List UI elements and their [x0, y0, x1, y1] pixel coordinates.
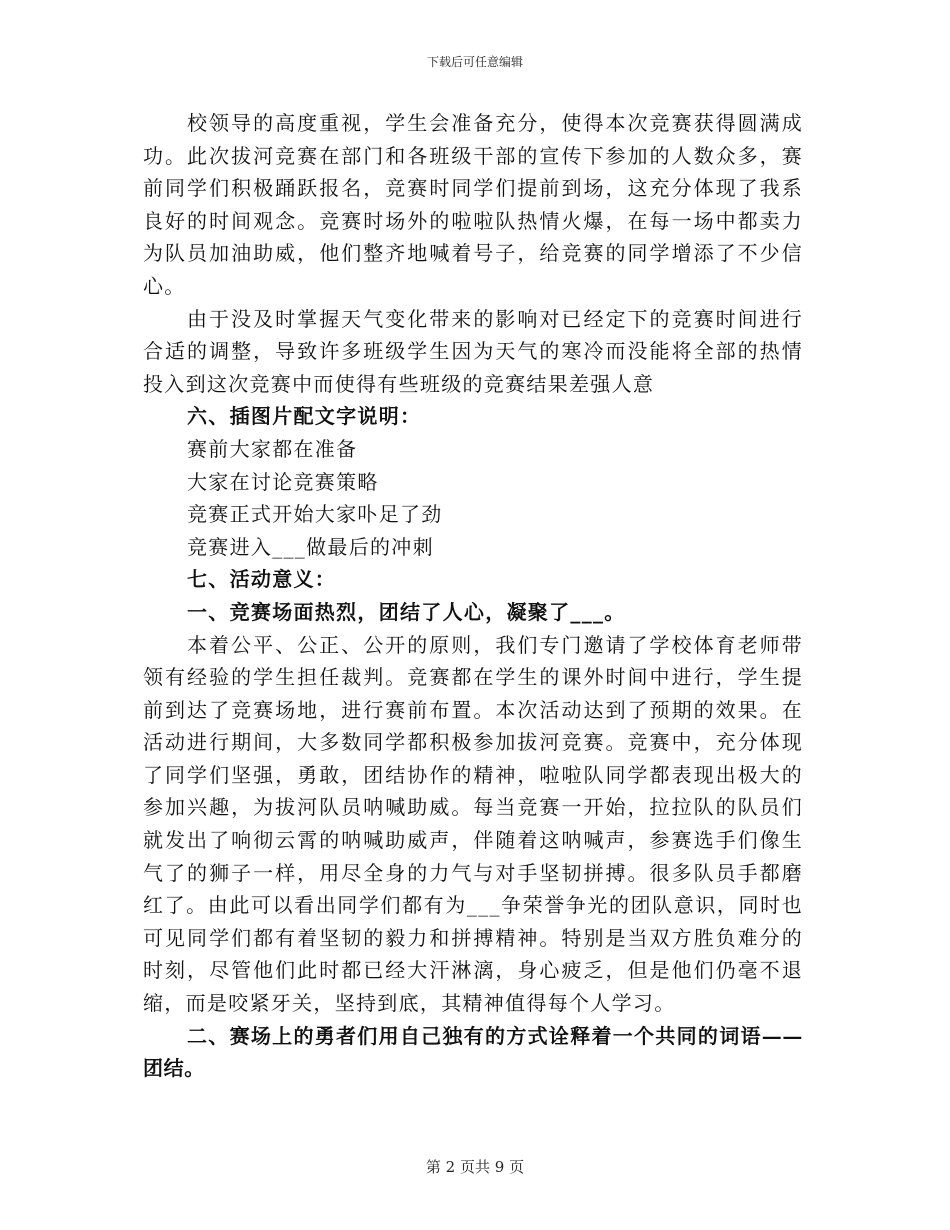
document-body [143, 107, 803, 1085]
page-header: 下载后可任意编辑 [426, 55, 523, 69]
page-footer: 第 2 页共 9 页 [425, 1158, 525, 1176]
section-7-heading: 七、活动意义： [187, 567, 337, 592]
caption-item: 竞赛正式开始大家卟足了劲 [187, 502, 443, 527]
caption-item: 大家在讨论竞赛策略 [187, 469, 379, 494]
paragraph-success: 校领导的高度重视，学生会准备充分，使得本次竞赛获得圆满成功。此次拔河竞赛在部门和各班级干部的宣传下参加的人数众多，赛前同学们积极踊跃报名，竞赛时同学们提前到场，这充分体现了我系良好的时间观念。竞赛时场外的啦啦队热情火爆，在每一场中都卖力为队员加油助威，他们整齐地喊着号子，给竞赛的同学增添了不少信心。 [143, 111, 803, 298]
subheading-2: 二、赛场上的勇者们用自己独有的方式诠释着一个共同的词语——团结。 [143, 1023, 803, 1081]
paragraph-weather: 由于没及时掌握天气变化带来的影响对已经定下的竞赛时间进行合适的调整，导致许多班级学生因为天气的寒冷而没能将全部的热情投入到这次竞赛中而使得有些班级的竞赛结果差强人意 [143, 306, 803, 396]
paragraph-significance: 本着公平、公正、公开的原则，我们专门邀请了学校体育老师带领有经验的学生担任裁判。竞赛都在学生的课外时间中进行，学生提前到达了竞赛场地，进行赛前布置。本次活动达到了预期的效果。在活动进行期间，大多数同学都积极参加拔河竞赛。竞赛中，充分体现了同学们坚强，勇敢，团结协作的精神，啦啦队同学都表现出极大的参加兴趣，为拔河队员呐喊助威。每当竞赛一开始，拉拉队的队员们就发出了响彻云霄的呐喊助威声，伴随着这呐喊声，参赛选手们像生气了的狮子一样，用尽全身的力气与对手坚韧拼搏。很多队员手都磨红了。由此可以看出同学们都有为___争荣誉争光的团队意识，同时也可见同学们都有着坚韧的毅力和拼搏精神。特别是当双方胜负难分的时刻，尽管他们此时都已经大汗淋漓，身心疲乏，但是他们仍毫不退缩，而是咬紧牙关，坚持到底，其精神值得每个人学习。 [143, 632, 803, 1016]
caption-item: 竞赛进入___做最后的冲刺 [187, 534, 434, 559]
caption-item: 赛前大家都在准备 [187, 436, 358, 461]
section-6-heading: 六、插图片配文字说明： [187, 404, 422, 429]
subheading-1: 一、竞赛场面热烈，团结了人心，凝聚了___。 [187, 599, 626, 624]
